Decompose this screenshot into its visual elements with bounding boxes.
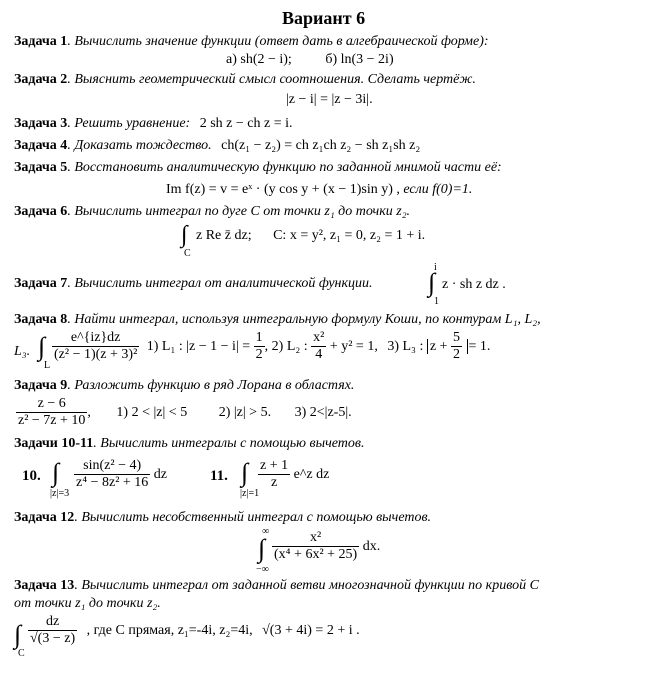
task-6-formula: [196, 228, 425, 244]
task-text: . Найти интеграл, используя интегральную формулу Коши, по контурам L₁, L₂,: [67, 312, 541, 327]
contour-3-rest: = 1.: [468, 338, 491, 354]
numerator: dz: [28, 614, 77, 631]
task-12-lower-limit: −∞: [256, 564, 269, 575]
task-12: [14, 510, 431, 526]
denominator: z⁴ − 8z² + 16: [76, 475, 149, 491]
denominator: √(3 − z): [30, 631, 76, 647]
task-text: . Разложить функцию в ряд Лорана в областях.: [67, 378, 355, 393]
region-3: 3) 2<|z-5|.: [294, 404, 352, 420]
numerator: z + 1: [258, 458, 290, 475]
fraction: [52, 330, 139, 363]
task-6-lower-limit: C: [184, 248, 191, 259]
contour-3-fraction: [451, 330, 462, 363]
task-13: [14, 578, 539, 594]
task-label: Задача 3: [14, 116, 68, 131]
task-label: Задача 5: [14, 160, 68, 175]
differential: dz: [153, 466, 168, 482]
formula-a: а) sh(2 − i);: [226, 52, 292, 67]
numerator: sin(z² − 4): [74, 458, 150, 475]
contour-3: 3) L₃ :: [387, 338, 424, 354]
region-1: 1) 2 < |z| < 5: [116, 404, 188, 420]
task-12-integral-sign: ∫: [258, 534, 266, 563]
contour-2: , 2) L₂ :: [264, 338, 308, 354]
fraction: [74, 458, 150, 491]
fraction: [16, 396, 87, 429]
denominator: (z² − 1)(z + 3)²: [54, 347, 138, 363]
task-7-upper-limit: i: [434, 262, 437, 273]
task-8-l3: L₃.: [14, 344, 31, 359]
task-5-formula: [166, 182, 472, 198]
numerator: x²: [272, 530, 359, 547]
task-4: [14, 138, 420, 154]
task-12-formula: [272, 530, 380, 563]
task-label: Задача 4: [14, 138, 68, 153]
task-label: Задача 9: [14, 378, 68, 393]
task-13-lower-limit: C: [18, 648, 25, 659]
task-text: . Выяснить геометрический смысл соотношения. Сделать чертёж.: [67, 72, 476, 87]
tail: e^z dz: [293, 466, 330, 482]
condition: если f(0)=1.: [403, 182, 473, 197]
task-10-contour: |z|=3: [50, 488, 70, 499]
numerator: z − 6: [16, 396, 87, 413]
task-text: . Восстановить аналитическую функцию по заданной мнимой части её:: [67, 160, 502, 175]
curve: C: x = y², z₁ = 0, z₂ = 1 + i.: [273, 228, 426, 243]
contour-1-fraction: [254, 330, 265, 363]
task-2-formula: |z − i| = |z − 3i|.: [286, 92, 373, 107]
denominator: 4: [315, 347, 323, 363]
task-7: [14, 276, 373, 292]
task-10-number: 10.: [22, 468, 41, 484]
contour-1: 1) L₁ : |z − 1 − i| =: [146, 338, 251, 354]
task-text: . Вычислить интеграл от заданной ветви многозначной функции по кривой С: [74, 578, 539, 593]
task-text: . Вычислить несобственный интеграл с помощью вычетов.: [74, 510, 432, 525]
task-3: [14, 116, 293, 132]
task-11-number: 11.: [210, 468, 228, 484]
task-6: [14, 204, 410, 220]
denominator: 2: [255, 347, 263, 363]
integrand: z Re z̄ dz;: [196, 228, 252, 243]
task-text: . Вычислить интегралы с помощью вычетов.: [93, 436, 365, 451]
task-8-integral-sign: ∫: [38, 332, 46, 361]
numerator: x²: [311, 330, 326, 347]
task-label: Задача 1: [14, 34, 68, 49]
contour-3-a: z +: [429, 338, 448, 354]
denominator: z² − 7z + 10: [18, 413, 86, 429]
formula: Im f(z) = v = eˣ · (y cos y + (x − 1)sin y) ,: [166, 182, 400, 197]
denominator: z: [270, 475, 278, 491]
task-8: [14, 312, 541, 328]
formula-b: б) ln(3 − 2i): [325, 52, 394, 67]
task-text: . Решить уравнение:: [67, 116, 191, 131]
task-label: Задача 12: [14, 510, 75, 525]
task-label: Задача 8: [14, 312, 68, 327]
task-label: Задача 13: [14, 578, 75, 593]
task-text: . Вычислить интеграл от аналитической функции.: [67, 276, 373, 291]
denominator: 2: [452, 347, 460, 363]
task-5: [14, 160, 502, 176]
task-6-integral-sign: ∫: [181, 222, 188, 248]
denominator: (x⁴ + 6x² + 25): [274, 547, 358, 563]
task-text: . Доказать тождество.: [67, 138, 212, 153]
numerator: e^{iz}dz: [52, 330, 139, 347]
task-1: [14, 34, 489, 50]
task-9: [14, 378, 354, 394]
comma: ,: [87, 404, 91, 420]
task-formula: ch(z₁ − z₂) = ch z₁ch z₂ − sh z₁sh z₂: [221, 138, 421, 153]
contour-2-fraction: [311, 330, 326, 363]
region-2: 2) |z| > 5.: [218, 404, 272, 420]
numerator: 1: [254, 330, 265, 347]
fraction: [258, 458, 290, 491]
task-10-formula: [74, 458, 167, 491]
task-13-formula: [28, 614, 360, 647]
tail: dx.: [362, 538, 381, 554]
task-label: Задача 2: [14, 72, 68, 87]
task-2: [14, 72, 476, 88]
root-value: √(3 + 4i) = 2 + i .: [262, 622, 360, 638]
task-8-lower-limit: L: [44, 360, 51, 371]
task-7-lower-limit: 1: [434, 296, 439, 307]
contour-2-rest: + y² = 1,: [329, 338, 378, 354]
contour-3-abs: [427, 330, 469, 363]
task-9-formula: [16, 396, 352, 429]
fraction: [272, 530, 359, 563]
task-13-integral-sign: ∫: [14, 620, 22, 649]
numerator: 5: [451, 330, 462, 347]
task-label: Задачи 10-11: [14, 436, 94, 451]
fraction: [28, 614, 77, 647]
task-7-integrand: z · sh z dz .: [442, 277, 506, 292]
task-text: . Вычислить значение функции (ответ дать в алгебраической форме):: [67, 34, 489, 49]
task-7-integral-sign: ∫: [428, 268, 436, 297]
page-title: Вариант 6: [282, 8, 366, 28]
task-12-upper-limit: ∞: [262, 526, 270, 537]
task-label: Задача 7: [14, 276, 68, 291]
task-label: Задача 6: [14, 204, 68, 219]
task-10-integral-sign: ∫: [52, 458, 60, 487]
task-1-formulas: [226, 52, 394, 68]
task-13-text-2: от точки z₁ до точки z₂.: [14, 596, 161, 611]
task-8-formula: [52, 330, 490, 363]
task-10-11: [14, 436, 364, 452]
task-text: . Вычислить интеграл по дуге С от точки z₁ до точки z₂.: [67, 204, 411, 219]
task-11-formula: [258, 458, 329, 491]
task-11-contour: |z|=1: [240, 488, 260, 499]
where-clause: , где С прямая, z₁=-4i, z₂=4i,: [86, 622, 253, 638]
task-formula: 2 sh z − ch z = i.: [199, 116, 293, 131]
task-11-integral-sign: ∫: [241, 458, 249, 487]
